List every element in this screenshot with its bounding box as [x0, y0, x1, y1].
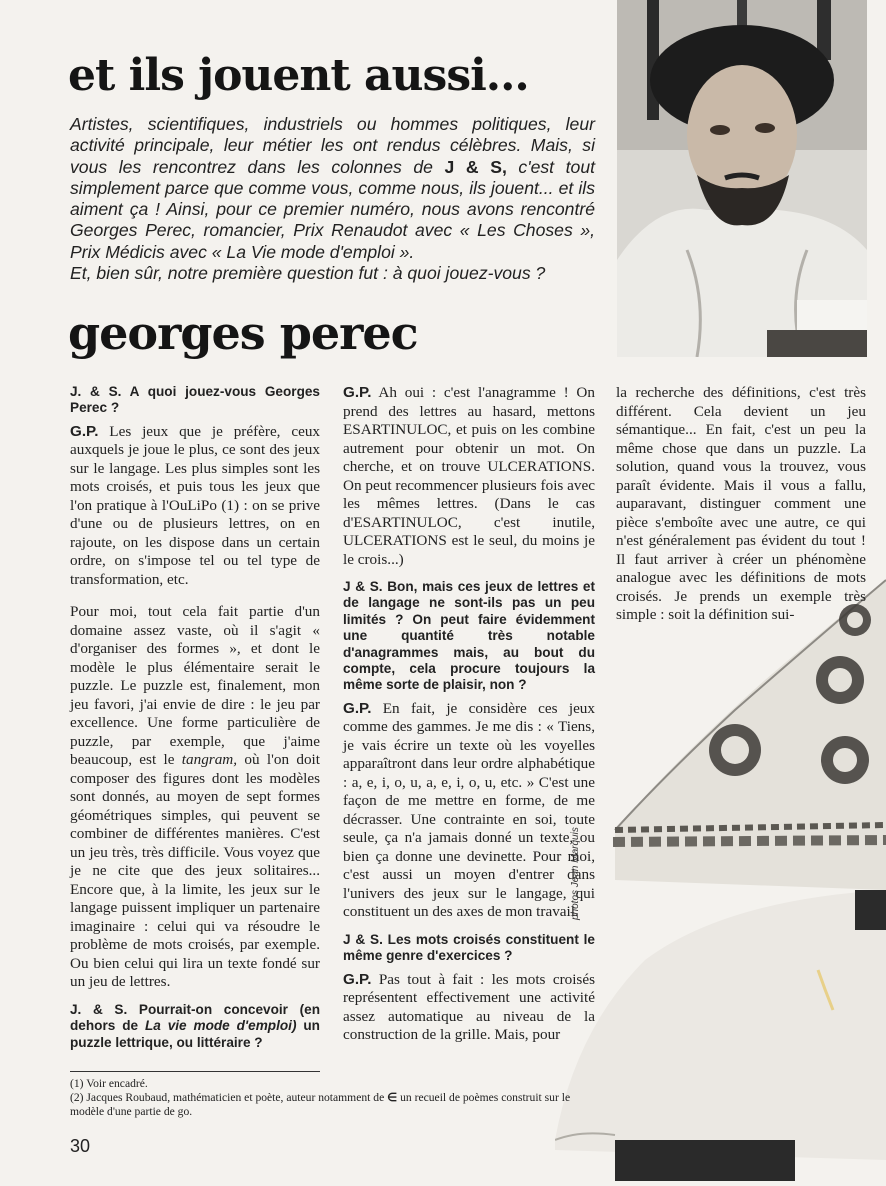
speaker-label: G.P. [343, 384, 372, 401]
question-3: J & S. Bon, mais ces jeux de lettres et de langage ne sont-ils pas un peu limités ? On peut faire évidemment une quantité très notable d'anagrammes mais, au bout du compte, cela procure toujours la même sorte de plaisir, non ? [343, 579, 595, 693]
text-column-3 [616, 384, 866, 631]
page-number: 30 [70, 1136, 91, 1156]
footnote-2-symbol: ∈ [387, 1091, 398, 1104]
footnotes [70, 1077, 595, 1119]
intro-text-1: Artistes, scientifiques, industriels ou hommes politiques, leur activité principale, leur métier les ont rendus célèbres. Mais, si vous les rencontrez dans les colonnes de [70, 114, 595, 177]
answer-1-p2-part1: Pour moi, tout cela fait partie d'un domaine assez vaste, où il s'agit « d'organiser des formes », et dont le modèle le plus élémentaire serait le puzzle. Le puzzle est, finalement, mon jeu favori, j'ai envie de dire : le jeu par excellence. Une forme particulière de puzzle, par exemple, que j'aime beaucoup, est le [70, 603, 320, 769]
intro-text-2: c'est tout simplement parce que comme vous, comme nous, ils jouent... et ils aiment ça ! Ainsi, pour ce premier numéro, nous avons rencontré Georges Perec, romancier, Prix Renaudot avec « Les Choses », Prix Médicis avec « La Vie mode d'emploi ». [70, 156, 595, 262]
footnote-2 [70, 1091, 595, 1119]
speaker-label: G.P. [343, 970, 372, 988]
answer-4 [343, 971, 595, 1045]
text-column-1 [70, 384, 320, 1057]
speaker-label: G.P. [70, 422, 99, 440]
answer-1-p2-part2: où l'on doit composer des figures dont les modèles sont donnés, au moyen de sept formes géométriques simples, qui peuvent se combiner de différentes manières. C'est un jeu très, très difficile. Vous voyez que je ne cite que des jeux solitaires... Encore que, à la limite, les jeux sur le langage puissent impliquer un partenaire imaginaire : celui qui va résoudre le problème de mots croisés, par exemple. Ou bien celui qui lira un texte fondé sur un jeu de lettres. [70, 751, 320, 991]
answer-4-continued: la recherche des définitions, c'est très différent. Cela devient un jeu sémantique... En fait, c'est un peu la même chose que dans un puzzle. La solution, quand vous la trouvez, vous paraît évidente. Mais il vous a fallu, auparavant, distinguer comment une pièce s'emboîte avec une autre, ce qui n'est généralement pas évident du tout ! Il faut arriver à créer un phénomène analogue avec les définitions de mots croisés. Je prends un exemple très simple : soit la définition sui- [616, 384, 866, 623]
answer-3 [343, 700, 595, 922]
question-2 [70, 1002, 320, 1051]
footnote-2-part1: (2) Jacques Roubaud, mathématicien et poète, auteur notamment de [70, 1091, 388, 1104]
answer-4-text: Pas tout à fait : les mots croisés représentent effectivement une activité assez automatique au niveau de la construction de la grille. Mais, pour [343, 970, 595, 1044]
footnote-2-part2: un recueil de poèmes construit sur le modèle d'une partie de go. [70, 1091, 571, 1118]
answer-1-text: Les jeux que je préfère, ceux auxquels je joue le plus, ce sont des jeux sur le langage. Les plus simples sont les mots croisés, et puis tous les jeux que l'on pratique à l'OuLiPo (1) : on se prive d'une ou de plusieurs lettres, on en rajoute, on les dispose dans un certain ordre, on s'impose tel ou tel type de transformation, etc. [70, 422, 321, 588]
question-2-part2: un puzzle lettrique, ou littéraire ? [70, 1018, 320, 1050]
question-1: J. & S. A quoi jouez-vous Georges Perec ? [70, 384, 320, 416]
photo-credit: photos Jean Marquis [570, 827, 581, 920]
footnote-divider [70, 1071, 320, 1072]
answer-1 [70, 423, 320, 590]
intro-last-line: Et, bien sûr, notre première question fut : à quoi jouez-vous ? [70, 263, 546, 284]
footnote-1: (1) Voir encadré. [70, 1077, 148, 1090]
portrait-photo [617, 0, 867, 357]
speaker-label: G.P. [343, 699, 372, 717]
interviewee-name: georges perec [68, 306, 418, 360]
answer-2-text: Ah oui : c'est l'anagramme ! On prend des lettres au hasard, mettons ESARTINULOC, et puis on les combine autrement pour obtenir un mot. On cherche, et on trouve ULCERATIONS. On peut recommencer plusieurs fois avec les mêmes lettres. (Dans le cas d'ESARTINULOC, c'est inutile, ULCERATIONS est le seul, du moins je le crois...) [343, 384, 595, 568]
question-4: J & S. Les mots croisés constituent le même genre d'exercices ? [343, 931, 595, 964]
answer-1-p2-emphasis: tangram, [181, 751, 238, 769]
question-2-emphasis: La vie mode d'emploi) [144, 1018, 297, 1034]
intro-magazine-name: J & S, [444, 156, 507, 177]
article-title: et ils jouent aussi... [68, 50, 529, 101]
intro-paragraph [70, 114, 595, 284]
cushion-photo [555, 560, 886, 1181]
answer-2 [343, 384, 595, 569]
answer-1-paragraph-2 [70, 603, 320, 992]
text-column-2 [343, 384, 595, 1051]
answer-3-text: En fait, je considère ces jeux comme des gammes. Je me dis : « Tiens, je vais écrire un texte où les voyelles apparaîtront dans leur ordre alphabétique : a, e, i, o, u, a, e, i, o, u, etc. » C'est une façon de me mettre en forme, de me décrasser. Une contrainte en soi, toute seule, ça n'a jamais donné un texte, ou bien ça donne une devinette. Pour moi, c'est aussi un moyen d'entrer dans l'univers des jeux sur le langage, qui constituent un des axes de mon travail. [343, 699, 595, 921]
question-2-part1: J. & S. Pourrait-on concevoir (en dehors de [70, 1001, 320, 1034]
